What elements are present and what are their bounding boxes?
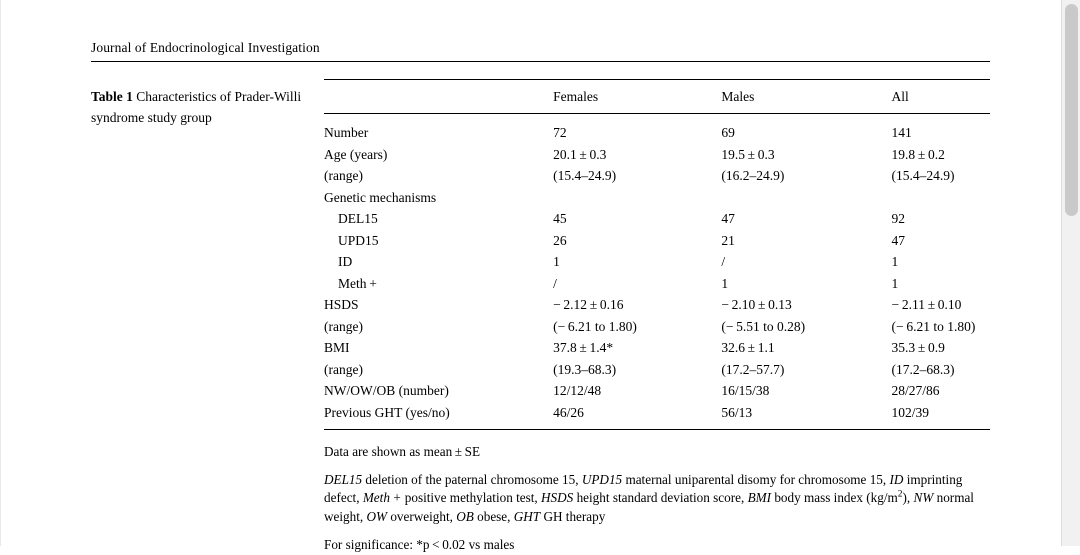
table-row (324, 144, 990, 166)
row-value-males: / (721, 254, 726, 269)
row-value-males: 21 (721, 232, 735, 248)
row-label: ID (338, 254, 353, 269)
table-row (324, 294, 990, 316)
row-value-females: 20.1 ± 0.3 (553, 146, 607, 162)
row-value-all: 47 (891, 232, 906, 248)
row-value-males: 69 (721, 125, 735, 140)
row-label: Meth + (338, 275, 377, 291)
row-value-all: 35.3 ± 0.9 (891, 340, 945, 355)
row-value-males: (17.2–57.7) (721, 361, 785, 377)
row-label: BMI (324, 340, 350, 355)
row-value-males (721, 187, 891, 209)
row-value-males: − 2.10 ± 0.13 (721, 297, 792, 312)
row-value-females: 37.8 ± 1.4* (553, 340, 614, 355)
row-value-males: (16.2–24.9) (721, 168, 785, 183)
row-value-all: 92 (891, 211, 906, 226)
row-value-females: (− 6.21 to 1.80) (553, 318, 637, 334)
row-value-males: (− 5.51 to 0.28) (721, 318, 806, 334)
row-value-all: 1 (891, 254, 899, 269)
row-value-all (892, 187, 990, 209)
row-label: Number (324, 125, 369, 140)
running-head: Journal of Endocrinological Investigation (91, 40, 320, 55)
table-row (324, 251, 990, 273)
row-label: (range) (324, 318, 363, 334)
row-label: Previous GHT (yes/no) (324, 404, 450, 420)
row-value-females: (19.3–68.3) (553, 361, 617, 377)
row-label: Genetic mechanisms (324, 189, 437, 205)
row-value-females: 72 (553, 125, 567, 140)
table-row (324, 316, 990, 338)
row-value-all: (17.2–68.3) (891, 361, 955, 377)
column-header-females: Females (553, 89, 599, 104)
row-label: DEL15 (338, 211, 378, 226)
table-caption-number: Table 1 (91, 89, 133, 104)
row-value-females (553, 187, 721, 209)
column-header-blank (324, 80, 553, 114)
footnote-data-shown: Data are shown as mean ± SE (324, 444, 481, 459)
page-left-edge (0, 0, 1, 546)
row-value-all: − 2.11 ± 0.10 (891, 297, 962, 312)
row-value-all: 102/39 (891, 404, 930, 420)
row-label: UPD15 (338, 232, 379, 248)
row-label: (range) (324, 361, 363, 377)
table-row (324, 380, 990, 402)
scrollbar[interactable] (1061, 0, 1080, 546)
row-value-all: 28/27/86 (891, 383, 940, 398)
row-value-all: 19.8 ± 0.2 (891, 146, 945, 162)
characteristics-table (324, 79, 990, 430)
column-header-males: Males (721, 89, 755, 104)
footnote-abbreviations: DEL15 deletion of the paternal chromosome 15, UPD15 maternal uniparental disomy for chromosome 15, ID imprinting defect, Meth + positive methylation test, HSDS height standard deviation score, BMI body mass index $(kg/m^2)$, NW normal weight, OW overweight, OB obese, GHT GH therapy (324, 471, 974, 525)
table-row (324, 187, 990, 209)
scrollbar-thumb[interactable] (1065, 4, 1078, 216)
table-row (324, 402, 990, 430)
table-head (324, 80, 990, 114)
footnote-significance: For significance: *p < 0.02 vs males (324, 536, 515, 552)
row-value-all: (− 6.21 to 1.80) (891, 318, 976, 334)
row-label: HSDS (324, 297, 359, 312)
row-value-males: 56/13 (721, 404, 753, 420)
table-row (324, 208, 990, 230)
row-label: Age (years) (324, 146, 388, 162)
row-value-females: / (553, 275, 557, 291)
row-value-males: 32.6 ± 1.1 (721, 340, 775, 355)
table-caption-text: Characteristics of Prader-Willi syndrome study group (91, 89, 302, 126)
table-row (324, 337, 990, 359)
row-value-females: − 2.12 ± 0.16 (553, 297, 624, 312)
row-label: NW/OW/OB (number) (324, 383, 449, 398)
table-row (324, 230, 990, 252)
row-value-all: 141 (891, 125, 912, 140)
row-value-males: 1 (721, 275, 729, 291)
row-value-males: 19.5 ± 0.3 (721, 146, 775, 162)
row-value-males: 47 (721, 211, 735, 226)
table-header-row (324, 80, 990, 114)
row-value-all: 1 (891, 275, 899, 291)
table-1 (324, 79, 990, 430)
table-caption (91, 86, 306, 128)
column-header-all: All (891, 89, 909, 104)
table-row (324, 114, 990, 144)
row-label: (range) (324, 168, 363, 183)
row-value-females: 46/26 (553, 404, 584, 420)
running-head-rule (91, 61, 990, 62)
table-footnotes (324, 443, 990, 555)
table-row (324, 359, 990, 381)
row-value-females: 45 (553, 211, 567, 226)
row-value-females: (15.4–24.9) (553, 168, 617, 183)
row-value-females: 12/12/48 (553, 383, 602, 398)
row-value-females: 1 (553, 254, 560, 269)
table-row (324, 165, 990, 187)
table-body (324, 114, 990, 430)
row-value-males: 16/15/38 (721, 383, 770, 398)
table-row (324, 273, 990, 295)
row-value-females: 26 (553, 232, 567, 248)
row-value-all: (15.4–24.9) (891, 168, 955, 183)
